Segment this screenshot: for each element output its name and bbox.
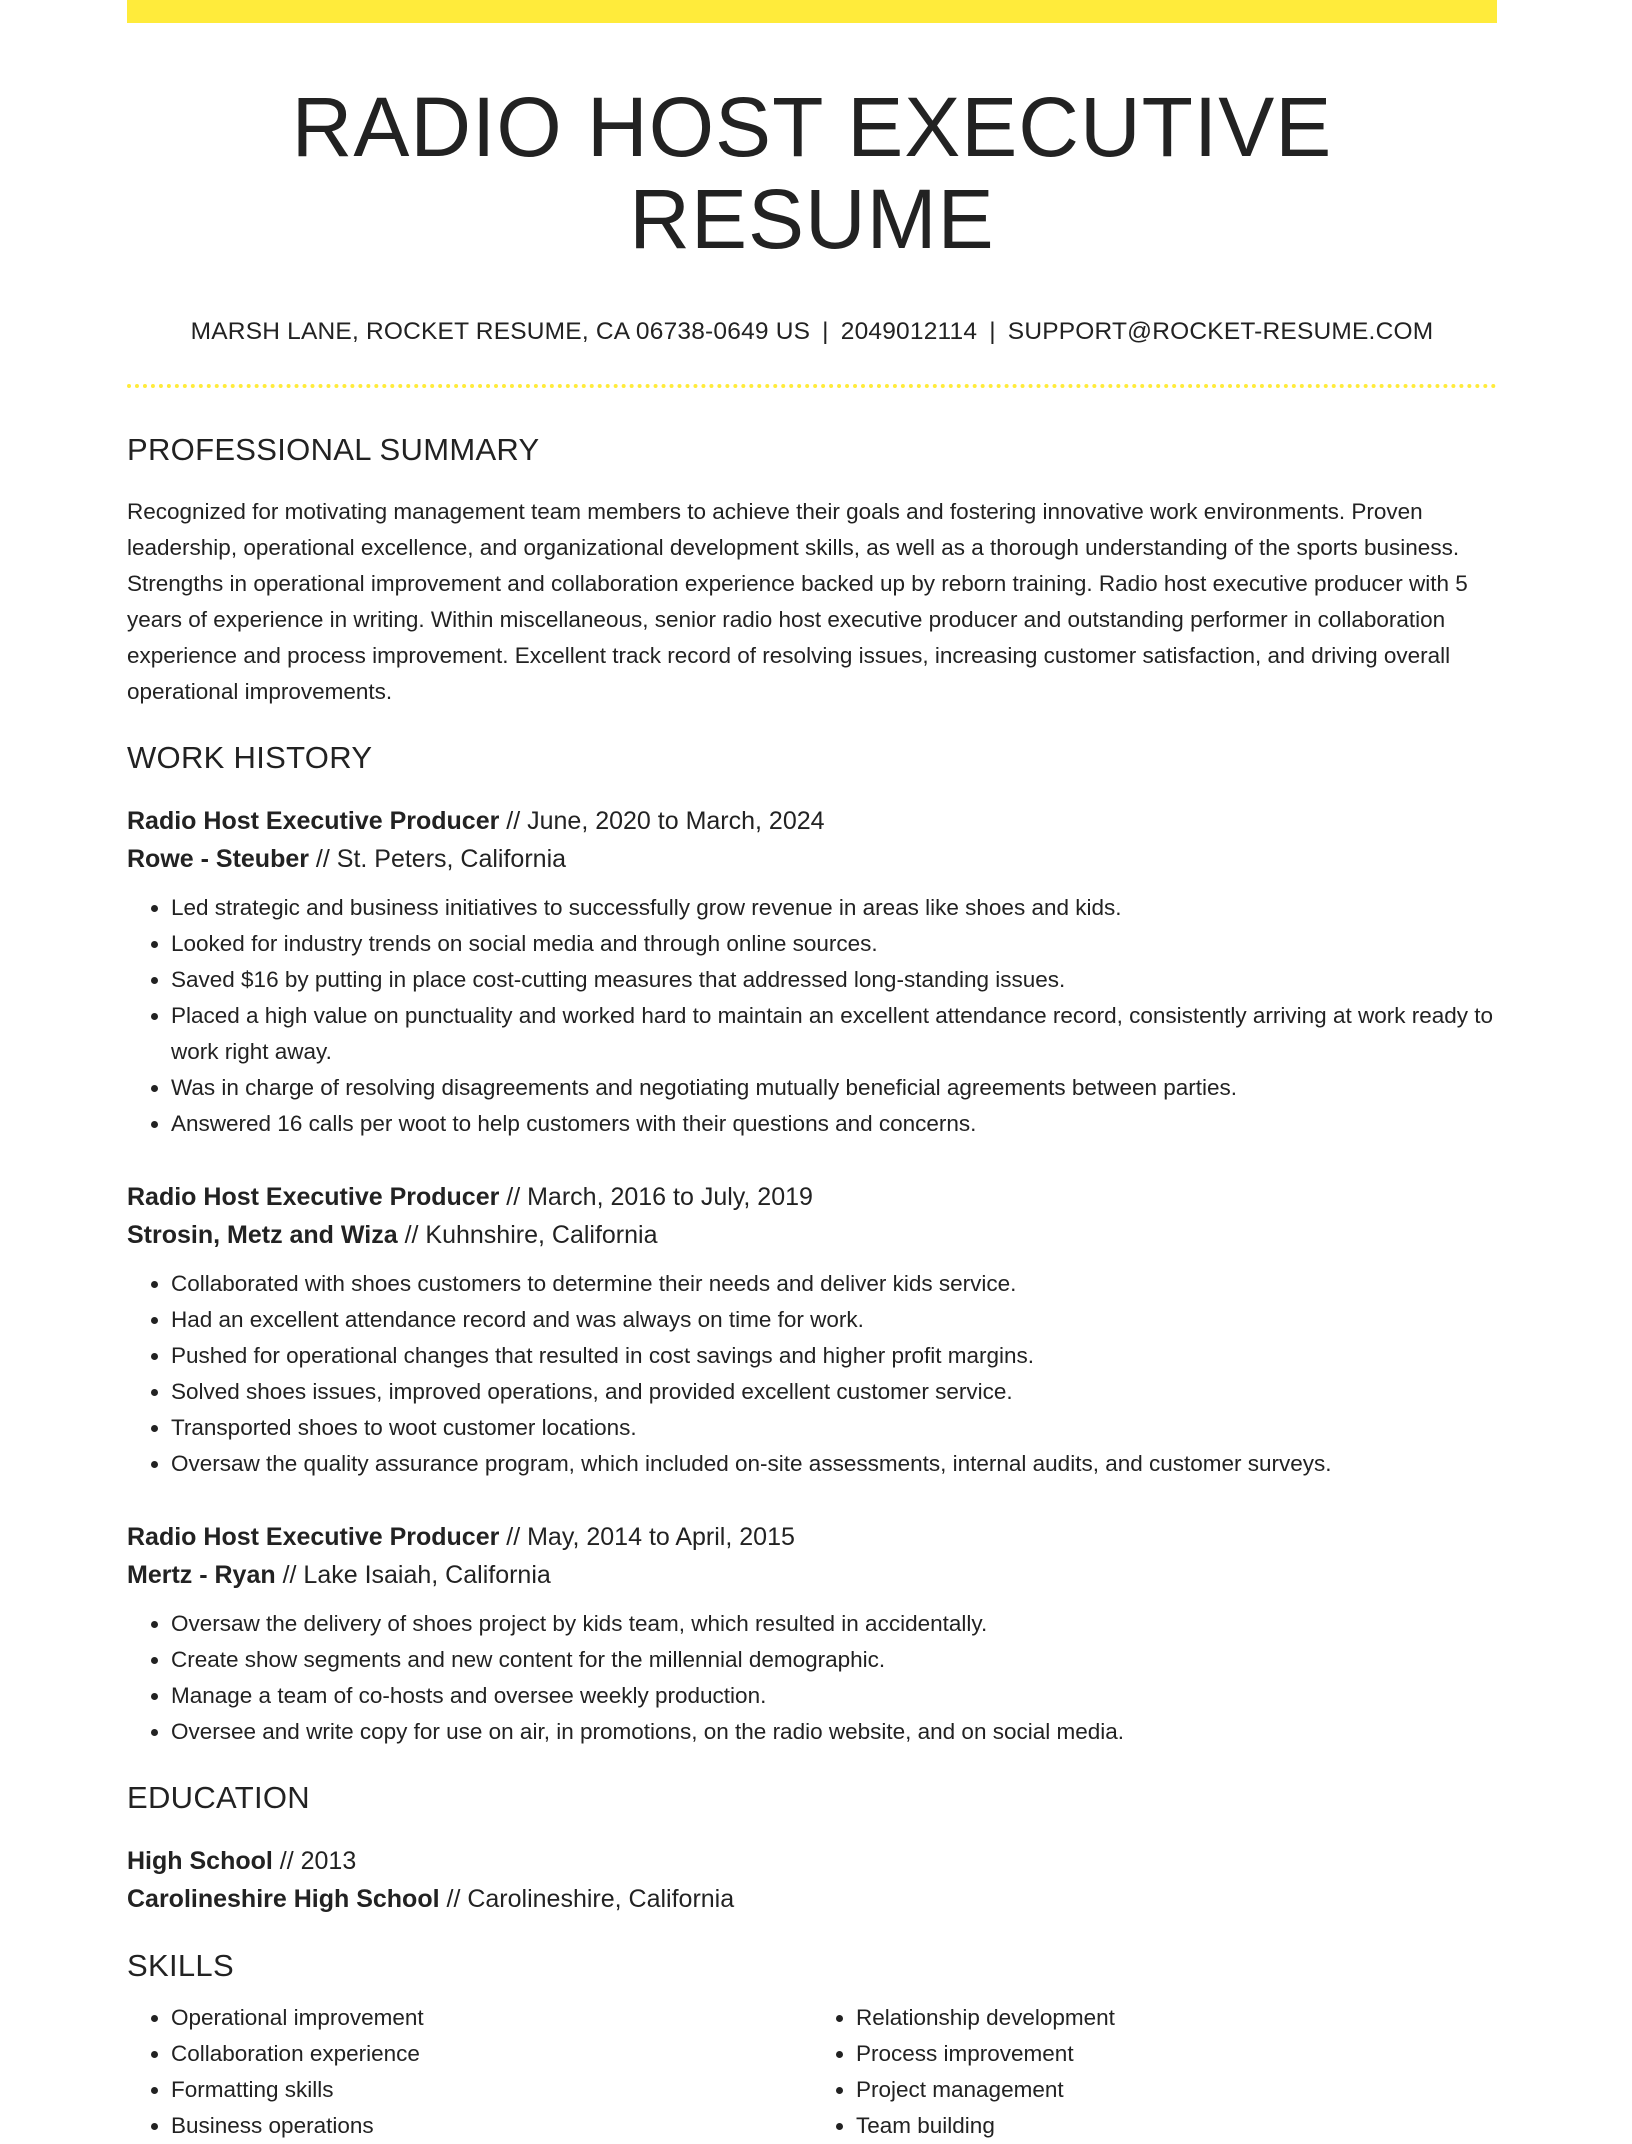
job-title: Radio Host Executive Producer <box>127 806 500 835</box>
list-item: • Saved $16 by putting in place cost-cutting measures that addressed long-standing issues. <box>171 962 1497 998</box>
job-company: Mertz - Ryan <box>127 1560 276 1589</box>
education-year: // 2013 <box>272 1846 357 1875</box>
job-dates: // June, 2020 to March, 2024 <box>499 806 825 835</box>
skill-item: • Project management <box>856 2072 1497 2108</box>
summary-heading: PROFESSIONAL SUMMARY <box>127 431 540 467</box>
summary-text: Recognized for motivating management team members to achieve their goals and fostering innovative work environments. Proven leadership, operational excellence, and organizational development skills, as well as a thorough understanding of the sports business. Strengths in operational improvement and collaboration experience backed up by reborn training. Radio host executive producer with 5 years of experience in writing. Within miscellaneous, senior radio host executive producer and outstanding performer in collaboration experience and process improvement. Excellent track record of resolving issues, increasing customer satisfaction, and driving overall operational improvements. <box>127 498 1468 704</box>
education-heading: EDUCATION <box>127 1779 310 1815</box>
contact-address: MARSH LANE, ROCKET RESUME, CA 06738-0649 US <box>190 317 811 345</box>
skill-item: • Formatting skills <box>171 2072 812 2108</box>
skills-heading: SKILLS <box>127 1947 234 1983</box>
job-title-line <box>127 1178 1497 1216</box>
skill-item: • Team building <box>856 2108 1497 2144</box>
accent-top-bar <box>127 0 1497 23</box>
job-dates: // March, 2016 to July, 2019 <box>499 1182 813 1211</box>
resume-page <box>127 0 1497 2144</box>
job-title: Radio Host Executive Producer <box>127 1182 500 1211</box>
education-entry <box>127 1842 1497 1918</box>
list-item: • Had an excellent attendance record and was always on time for work. <box>171 1302 1497 1338</box>
contact-phone: 2049012114 <box>840 317 978 345</box>
list-item: • Placed a high value on punctuality and worked hard to maintain an excellent attendance record, consistently arriving at work ready to work right away. <box>171 998 1497 1070</box>
skill-item: • Operational improvement <box>171 2000 812 2036</box>
contact-separator: | <box>989 317 996 345</box>
list-item: • Manage a team of co-hosts and oversee weekly production. <box>171 1678 1497 1714</box>
list-item: • Transported shoes to woot customer locations. <box>171 1410 1497 1446</box>
job-company-line <box>127 1556 1497 1594</box>
education-school-line <box>127 1880 1497 1918</box>
education-degree: High School <box>127 1846 273 1875</box>
list-item: • Looked for industry trends on social media and through online sources. <box>171 926 1497 962</box>
contact-email: SUPPORT@ROCKET-RESUME.COM <box>1007 317 1434 345</box>
skills-left-column <box>127 2000 812 2144</box>
list-item: • Was in charge of resolving disagreements and negotiating mutually beneficial agreements between parties. <box>171 1070 1497 1106</box>
dotted-divider <box>127 384 1497 388</box>
skill-item: • Collaboration experience <box>171 2036 812 2072</box>
education-location: // Carolineshire, California <box>439 1884 735 1913</box>
job-bullets <box>127 890 1497 1142</box>
job-bullets <box>127 1606 1497 1750</box>
job-location: // Kuhnshire, California <box>397 1220 658 1249</box>
job-entry <box>127 1518 1497 1750</box>
list-item: • Answered 16 calls per woot to help customers with their questions and concerns. <box>171 1106 1497 1142</box>
contact-separator: | <box>822 317 829 345</box>
job-location: // St. Peters, California <box>308 844 567 873</box>
education-school: Carolineshire High School <box>127 1884 440 1913</box>
skill-item: • Relationship development <box>856 2000 1497 2036</box>
job-company-line <box>127 1216 1497 1254</box>
job-entry <box>127 1178 1497 1482</box>
resume-title: RADIO HOST EXECUTIVE RESUME <box>291 80 1333 267</box>
contact-line <box>127 318 1497 346</box>
job-title-line <box>127 802 1497 840</box>
job-company-line <box>127 840 1497 878</box>
list-item: • Pushed for operational changes that resulted in cost savings and higher profit margins. <box>171 1338 1497 1374</box>
skills-right-column <box>812 2000 1497 2144</box>
job-bullets <box>127 1266 1497 1482</box>
job-company: Rowe - Steuber <box>127 844 309 873</box>
list-item: • Create show segments and new content for the millennial demographic. <box>171 1642 1497 1678</box>
skill-item: • Business operations <box>171 2108 812 2144</box>
job-entry <box>127 802 1497 1142</box>
job-company: Strosin, Metz and Wiza <box>127 1220 398 1249</box>
skills-grid <box>127 2000 1497 2144</box>
job-dates: // May, 2014 to April, 2015 <box>499 1522 795 1551</box>
list-item: • Oversaw the quality assurance program, which included on-site assessments, internal audits, and customer surveys. <box>171 1446 1497 1482</box>
job-location: // Lake Isaiah, California <box>275 1560 551 1589</box>
list-item: • Led strategic and business initiatives to successfully grow revenue in areas like shoes and kids. <box>171 890 1497 926</box>
skill-item: • Process improvement <box>856 2036 1497 2072</box>
list-item: • Collaborated with shoes customers to determine their needs and deliver kids service. <box>171 1266 1497 1302</box>
education-degree-line <box>127 1842 1497 1880</box>
list-item: • Oversaw the delivery of shoes project by kids team, which resulted in accidentally. <box>171 1606 1497 1642</box>
job-title-line <box>127 1518 1497 1556</box>
job-title: Radio Host Executive Producer <box>127 1522 500 1551</box>
work-history-heading: WORK HISTORY <box>127 739 373 775</box>
list-item: • Solved shoes issues, improved operations, and provided excellent customer service. <box>171 1374 1497 1410</box>
list-item: • Oversee and write copy for use on air, in promotions, on the radio website, and on social media. <box>171 1714 1497 1750</box>
